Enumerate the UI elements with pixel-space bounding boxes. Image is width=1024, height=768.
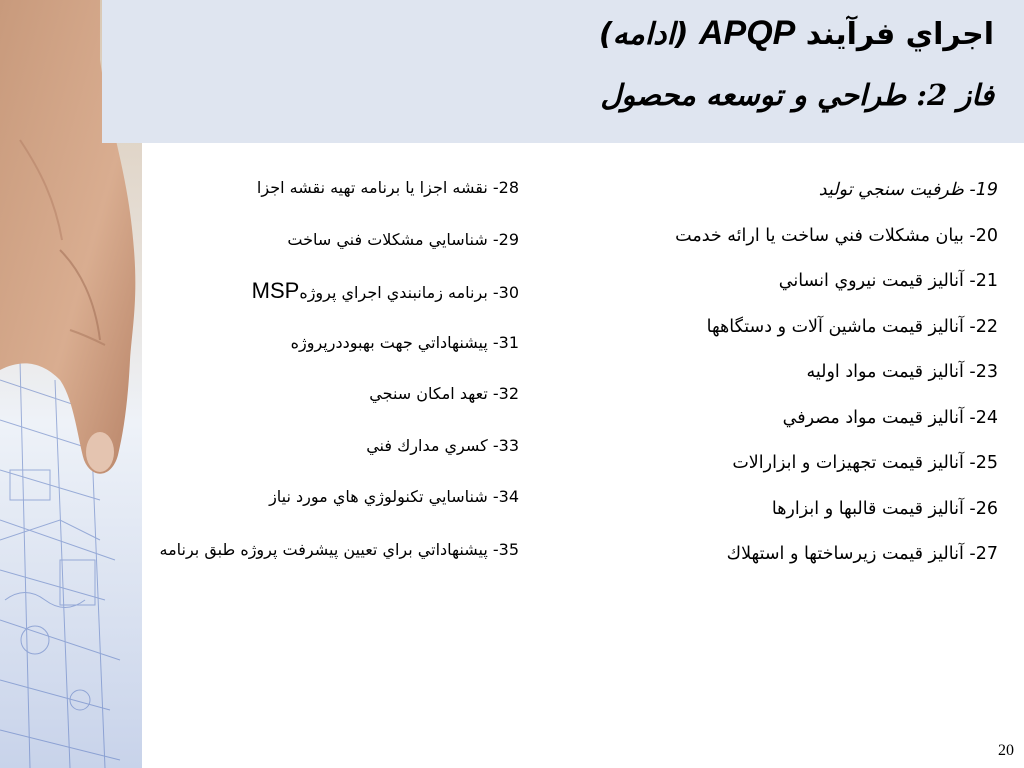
list-item: 25- آناليز قيمت تجهيزات و ابزارالات [732,453,998,473]
right-column-list [598,176,998,586]
list-item-acronym: MSP [251,278,300,303]
list-item: 33- كسري مدارك فني [366,435,519,455]
list-item-text: 30- برنامه زمانبندي اجراي پروژه [299,283,519,302]
list-item: 26- آناليز قيمت قالبها و ابزارها [771,498,998,519]
list-item: 35- پيشنهاداتي براي تعيين پيشرفت پروژه طبق برنامه [159,539,519,559]
slide-title [599,14,994,53]
list-item: 22- آناليز قيمت ماشين آلات و دستگاهها [706,316,998,337]
page-number: 20 [998,742,1014,759]
slide-subtitle: فاز 2: طراحي و توسعه محصول [600,78,994,112]
title-continued: (ادامه) [598,17,689,52]
title-acronym: APQP [698,14,796,52]
list-item: 20- بيان مشكلات فني ساخت يا ارائه خدمت [675,225,998,246]
list-item: 19- ظرفيت سنجي توليد [818,180,998,200]
list-item: 21- آناليز قيمت نيروي انساني [778,271,998,291]
list-item: 23- آناليز قيمت مواد اوليه [806,362,998,382]
list-item: 32- تعهد امكان سنجي [369,384,519,403]
list-item: 31- پيشنهاداتي جهت بهبوددرپروژه [290,332,519,352]
list-item: 27- آناليز قيمت زيرساختها و استهلاك [726,544,998,564]
left-column-list [149,174,519,564]
list-item: 28- نقشه اجزا يا برنامه تهيه نقشه اجزا [256,178,519,197]
list-item: 29- شناسايي مشكلات فني ساخت [287,229,519,249]
title-prefix: اجراي فرآيند [805,17,994,52]
list-item [149,277,519,329]
list-item: 24- آناليز قيمت مواد مصرفي [782,407,998,428]
list-item: 34- شناسايي تكنولوژي هاي مورد نياز [269,487,519,506]
